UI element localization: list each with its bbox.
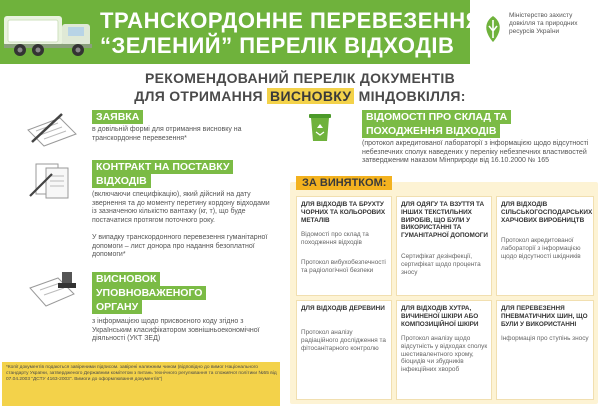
exception-card-fur-leather [396,300,492,400]
exception-card-wood [296,300,392,400]
exceptions-label: ЗА ВИНЯТКОМ: [296,176,392,190]
card-title: ДЛЯ ВІДХОДІВ ТА БРУХТУ ЧОРНИХ ТА КОЛЬОРОВИХ МЕТАЛІВ [301,201,386,224]
contract-tag-line1: КОНТРАКТ НА ПОСТАВКУ [92,160,233,174]
card-text: Сертифікат дезінфекції, сертифікат щодо процента зносу [401,253,481,276]
header-title-line1: ТРАНСКОРДОННЕ ПЕРЕВЕЗЕННЯ [100,8,482,33]
exception-card-agriculture [496,196,594,296]
card-text-extra: Протокол вибухобезпечності та радіологічної безпеки [301,259,386,274]
contract-tag-line2: ВІДХОДІВ [92,174,151,188]
conclusion-text: з інформацією щодо присвоєного коду згідно з Українським класифікатором зовнішньоекономічної діяльності (УКТ ЗЕД) [92,318,260,343]
contract-documents-icon [22,160,82,200]
composition-tag-line2: ПОХОДЖЕННЯ ВІДХОДІВ [362,124,500,138]
recycle-bin-icon [300,108,340,144]
ministry-name: Міністерство захисту довкілля та природних ресурсів України [509,12,578,35]
contract-text: (включаючи специфікацію), який дійсний на дату звернення та до моменту перетину кордону відходами із зазначеною кількістю вантажу (кг, т), що буде постачатися протягом поточного року. [92,191,270,224]
exception-card-clothing [396,196,492,296]
card-text: Протокол акредитованої лабораторії з інформацією щодо відсутності шкідників [501,237,581,260]
contract-text-humanitarian: У випадку транскордонного перевезення гуманітарної допомоги – лист донора про надання безоплатної допомоги* [92,234,268,259]
card-title: ДЛЯ ВІДХОДІВ ХУТРА, ВИЧИНЕНОЇ ШКІРИ АБО КОМПОЗИЦІЙНОЇ ШКІРИ [401,305,479,328]
exception-card-metals [296,196,392,296]
header-title-line2: “ЗЕЛЕНИЙ” ПЕРЕЛІК ВІДХОДІВ [100,33,455,58]
ministry-logo [482,12,597,52]
footnote-text: *Копії документів подаються завіреними підписом. завірені належним чином (відповідно до вимог Національного стандарту України, затвердженого Державним комітетом з питань технічного регулювання та споживчої політики №55 від 07.04.2003 "ДСТУ 4163-2003". Вимоги до оформлювання документів") [6,365,277,383]
conclusion-tag-line3: ОРГАНУ [92,300,142,314]
application-text: в довільній формі для отримання висновку на транскордонне перевезення* [92,126,242,142]
composition-tag-line1: ВІДОМОСТІ ПРО СКЛАД ТА [362,110,511,124]
card-text: Протокол аналізу радіаційного дослідження та фітосанітарного контролю [301,329,386,352]
card-text: Інформація про ступінь зносу [501,335,589,342]
header [0,0,600,64]
composition-text: (протокол акредитованої лабораторії з інформацією щодо відсутності небезпечних сполук наведених у переліку небезпечних властивостей затвердженим наказом Мінприроди від 16.10.2000 № 165 [362,140,589,165]
subtitle-line2-before: ДЛЯ ОТРИМАННЯ [134,88,263,104]
card-text: Відомості про склад та походження відходів [301,231,369,246]
subtitle-line2 [0,88,600,104]
conclusion-tag-line1: ВИСНОВОК [92,272,160,286]
card-title: ДЛЯ ВІДХОДІВ СІЛЬСЬКОГОСПОДАРСЬКИХ ХАРЧОВИХ ВИРОБНИЦТВ [501,201,593,224]
card-title: ДЛЯ ОДЯГУ ТА ВЗУТТЯ ТА ІНШИХ ТЕКСТИЛЬНИХ ВИРОБІВ, ЩО БУЛИ У ВИКОРИСТАННІ ТА ГУМАНІТАРНОЇ ДОПОМОГИ [401,201,489,240]
card-title: ДЛЯ ВІДХОДІВ ДЕРЕВИНИ [301,305,385,312]
document-stamp-icon [22,270,82,310]
footnote-box [2,362,280,406]
trident-leaf-icon [482,14,504,44]
card-text: Протокол аналізу щодо відсутність у відходах сполук шестивалентного хрому, біоцидів чи збудників інфекційних хвороб [401,335,488,374]
document-pen-icon [22,110,82,150]
conclusion-tag-line2: УПОВНОВАЖЕНОГО [92,286,206,300]
garbage-truck-icon [2,8,98,58]
application-tag: ЗАЯВКА [92,110,143,124]
subtitle-line2-after: МІНДОВКІЛЛЯ: [358,88,466,104]
subtitle-highlight: ВИСНОВКУ [267,88,354,104]
exception-card-tyres [496,300,594,400]
subtitle-line1: РЕКОМЕНДОВАНИЙ ПЕРЕЛІК ДОКУМЕНТІВ [145,70,455,86]
card-title: ДЛЯ ПЕРЕВЕЗЕННЯ ПНЕВМАТИЧНИХ ШИН, ЩО БУЛИ У ВИКОРИСТАННІ [501,305,588,328]
